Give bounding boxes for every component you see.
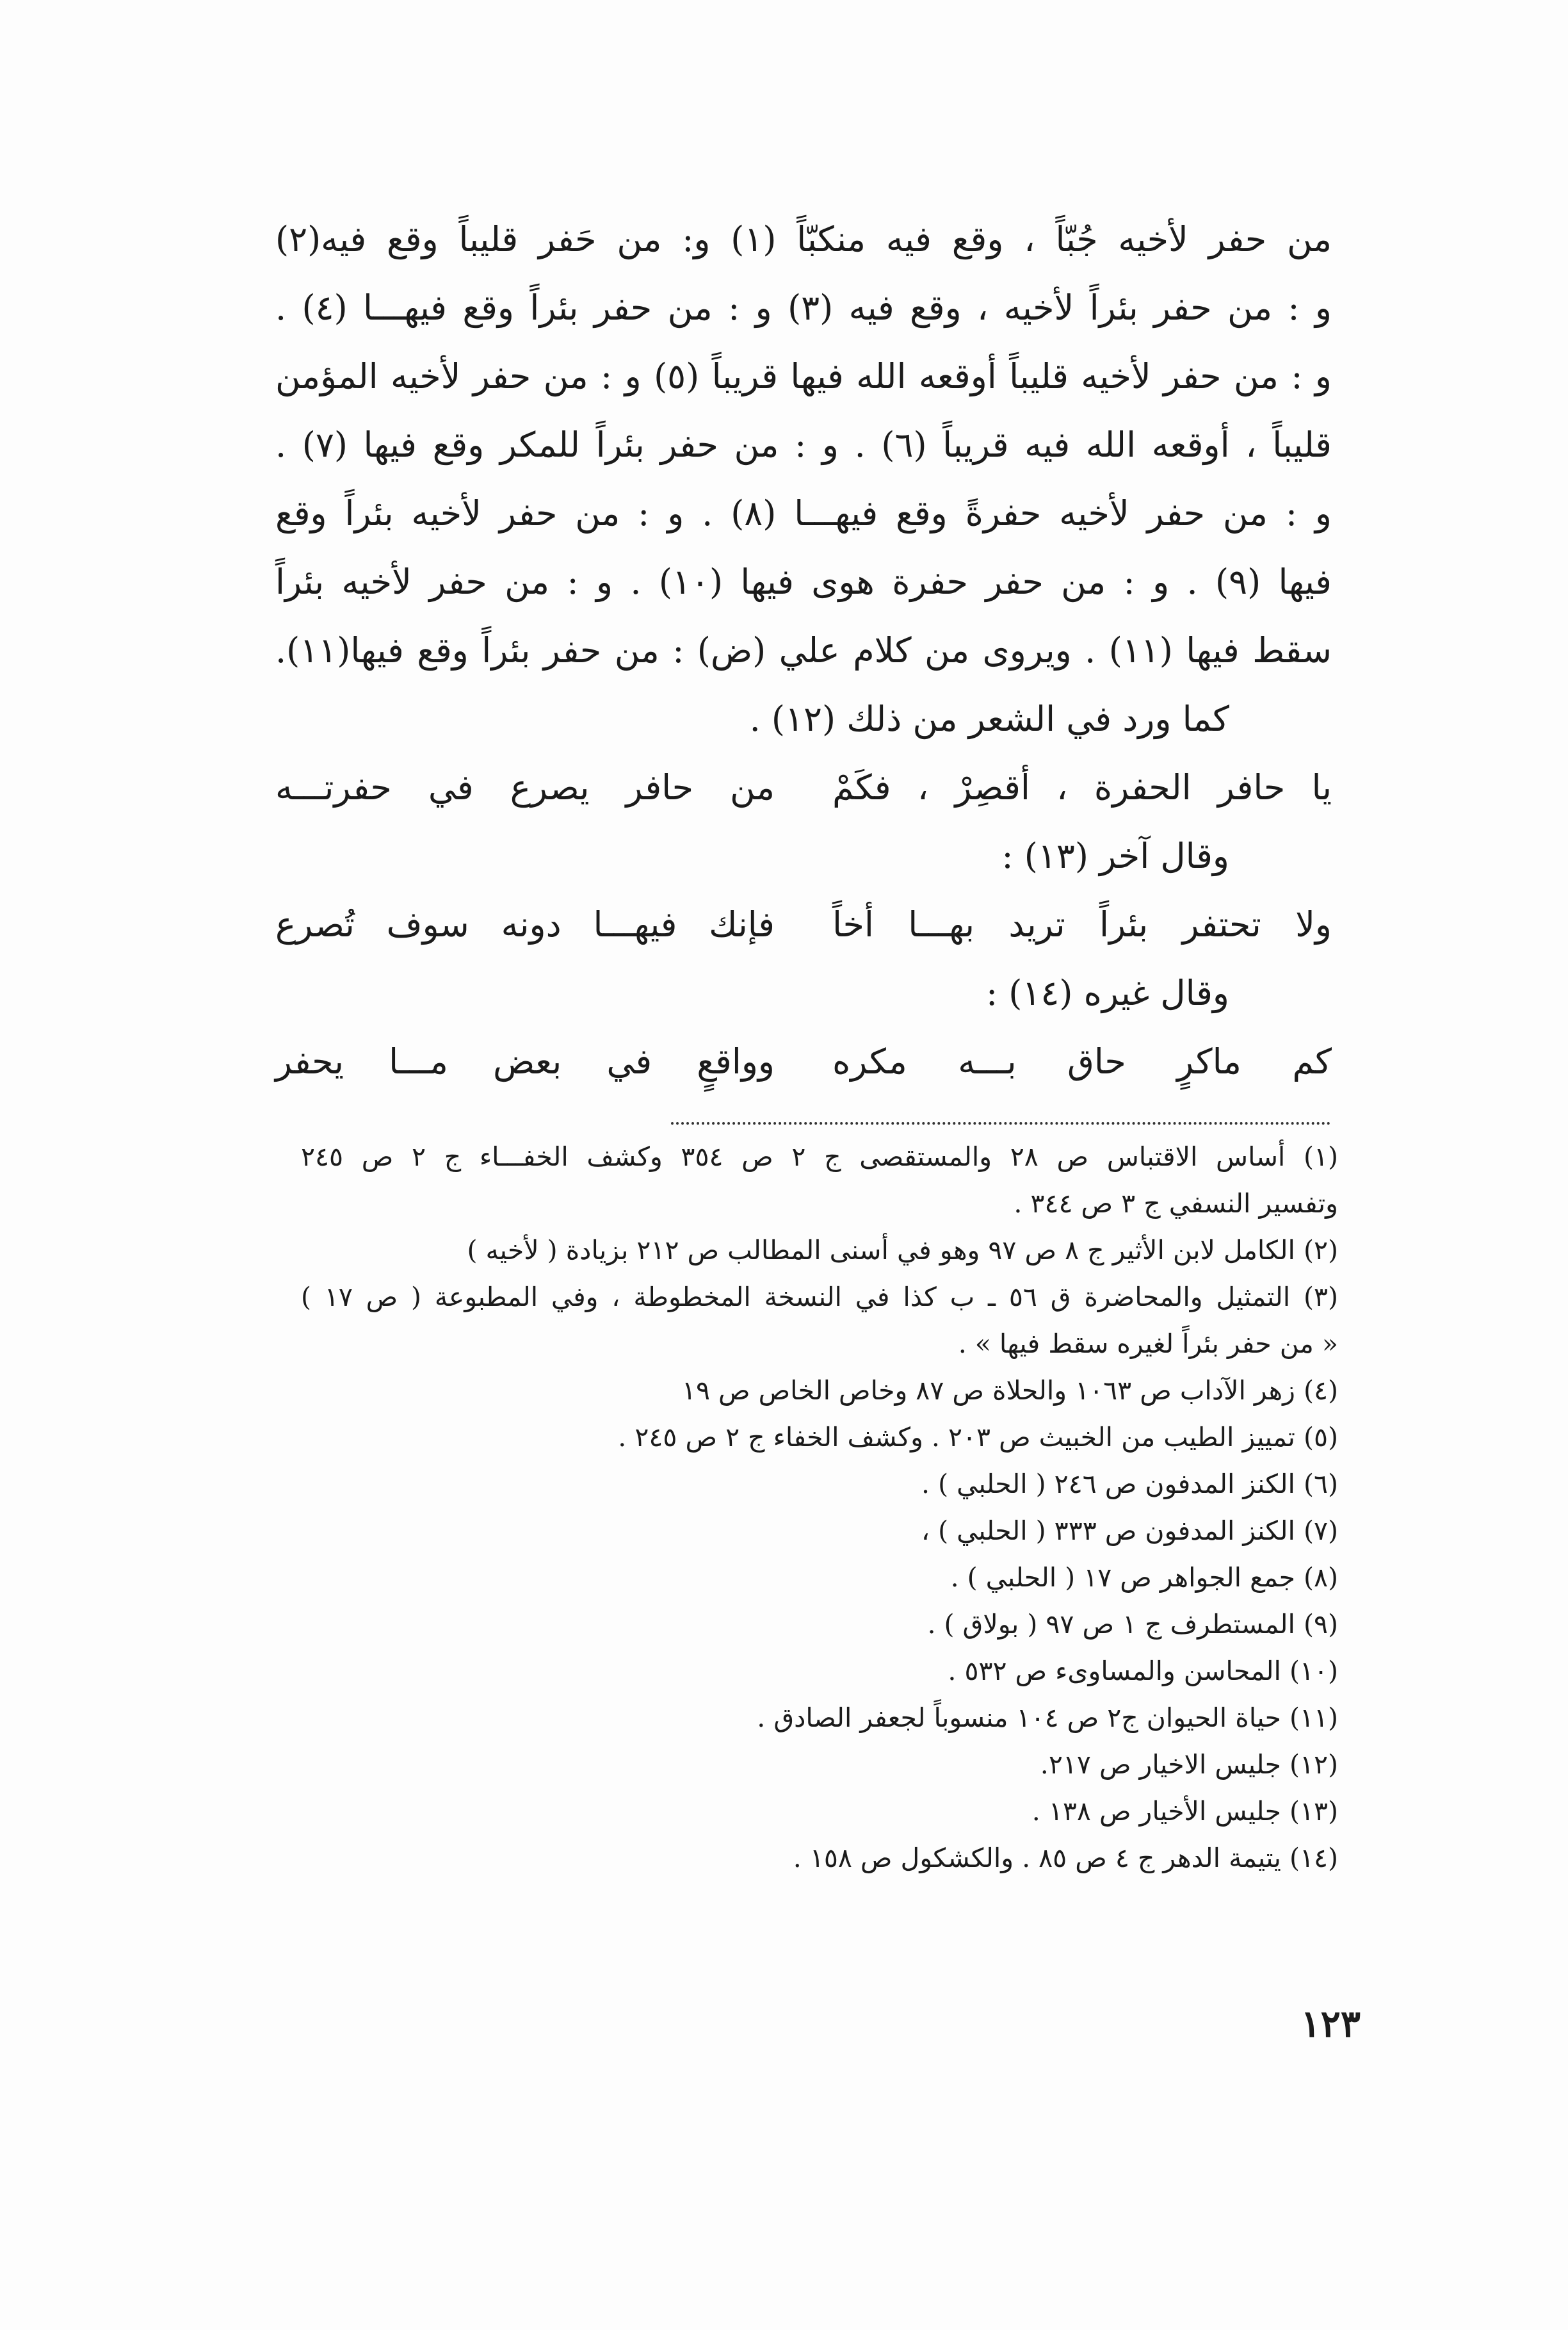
footnote-line: (٥) تمييز الطيب من الخبيث ص ٢٠٣ . وكشف الخفاء ج ٢ ص ٢٤٥ .: [618, 1422, 1338, 1453]
footnote-line: (١٠) المحاسن والمساوىء ص ٥٣٢ .: [948, 1656, 1338, 1686]
body-line: سقط فيها (١١) . ويروى من كلام علي (ض) : من حفر بئراً وقع فيها(١١).: [275, 630, 1332, 671]
page-number: ١٢٣: [1300, 2002, 1361, 2046]
verse-3: [275, 1027, 1332, 1096]
footnote-line: (٢) الكامل لابن الأثير ج ٨ ص ٩٧ وهو في أسنى المطالب ص ٢١٢ بزيادة ( لأخيه ): [467, 1235, 1338, 1266]
verse-3-first-hemistich: كم ماكرٍ حاق بـــه مكره: [832, 1041, 1332, 1082]
verse-intro-3: وقال غيره (١٤) :: [985, 973, 1229, 1013]
footnotes: [301, 1134, 1338, 1882]
footnote-line: (٩) المستطرف ج ١ ص ٩٧ ( بولاق ) .: [927, 1609, 1338, 1640]
footnote-line: « من حفر بئراً لغيره سقط فيها » .: [958, 1328, 1338, 1359]
footnote-line: (٨) جمع الجواهر ص ١٧ ( الحلبي ) .: [950, 1562, 1338, 1593]
body-line: و : من حفر لأخيه قليباً أوقعه الله فيها قريباً (٥) و : من حفر لأخيه المؤمن: [275, 356, 1332, 396]
main-text: [275, 205, 1332, 1096]
footnote-line: (٧) الكنز المدفون ص ٣٣٣ ( الحلبي ) ،: [921, 1515, 1338, 1546]
footnote-line: (١٤) يتيمة الدهر ج ٤ ص ٨٥ . والكشكول ص ١٥٨ .: [793, 1843, 1338, 1873]
footnote-line: (١٢) جليس الاخيار ص ٢١٧.: [1040, 1749, 1338, 1780]
footnote-separator: [671, 1122, 1330, 1125]
verse-2-first-hemistich: ولا تحتفر بئراً تريد بهـــا أخاً: [832, 904, 1332, 945]
footnote-line: (١) أساس الاقتباس ص ٢٨ والمستقصى ج ٢ ص ٣٥٤ وكشف الخفـــاء ج ٢ ص ٢٤٥: [301, 1141, 1339, 1172]
verse-1-second-hemistich: من حافر يصرع في حفرتـــه: [275, 767, 775, 808]
verse-1: [275, 753, 1332, 822]
footnote-line: (٤) زهر الآداب ص ١٠٦٣ والحلاة ص ٨٧ وخاص الخاص ص ١٩: [681, 1375, 1338, 1406]
body-line: و : من حفر لأخيه حفرةً وقع فيهـــا (٨) . و : من حفر لأخيه بئراً وقع: [275, 493, 1332, 534]
footnote-line: وتفسير النسفي ج ٣ ص ٣٤٤ .: [1014, 1188, 1338, 1219]
body-line: و : من حفر بئراً لأخيه ، وقع فيه (٣) و : من حفر بئراً وقع فيهـــا (٤) .: [275, 288, 1332, 328]
verse-2-second-hemistich: فإنك فيهـــا دونه سوف تُصرع: [275, 904, 775, 945]
body-line: فيها (٩) . و : من حفر حفرة هوى فيها (١٠) . و : من حفر لأخيه بئراً: [275, 562, 1332, 602]
footnote-line: (١٣) جليس الأخيار ص ١٣٨ .: [1031, 1796, 1338, 1827]
footnote-line: (٦) الكنز المدفون ص ٢٤٦ ( الحلبي ) .: [921, 1469, 1338, 1499]
intro-line: كما ورد في الشعر من ذلك (١٢) .: [749, 699, 1229, 739]
footnote-line: (٣) التمثيل والمحاضرة ق ٥٦ ـ ب كذا في النسخة المخطوطة ، وفي المطبوعة ( ص ١٧ ): [301, 1282, 1338, 1312]
verse-1-first-hemistich: يا حافر الحفرة ، أقصِرْ ، فكَمْ: [832, 767, 1332, 808]
body-line: من حفر لأخيه جُبّاً ، وقع فيه منكبّاً (١) و: من حَفر قليباً وقع فيه(٢): [275, 219, 1332, 259]
verse-intro-2: وقال آخر (١٣) :: [1001, 836, 1229, 876]
body-line: قليباً ، أوقعه الله فيه قريباً (٦) . و : من حفر بئراً للمكر وقع فيها (٧) .: [275, 425, 1332, 465]
verse-3-second-hemistich: وواقعٍ في بعض مـــا يحفر: [275, 1041, 775, 1082]
verse-2: [275, 890, 1332, 959]
footnote-line: (١١) حياة الحيوان ج٢ ص ١٠٤ منسوباً لجعفر الصادق .: [757, 1702, 1338, 1733]
